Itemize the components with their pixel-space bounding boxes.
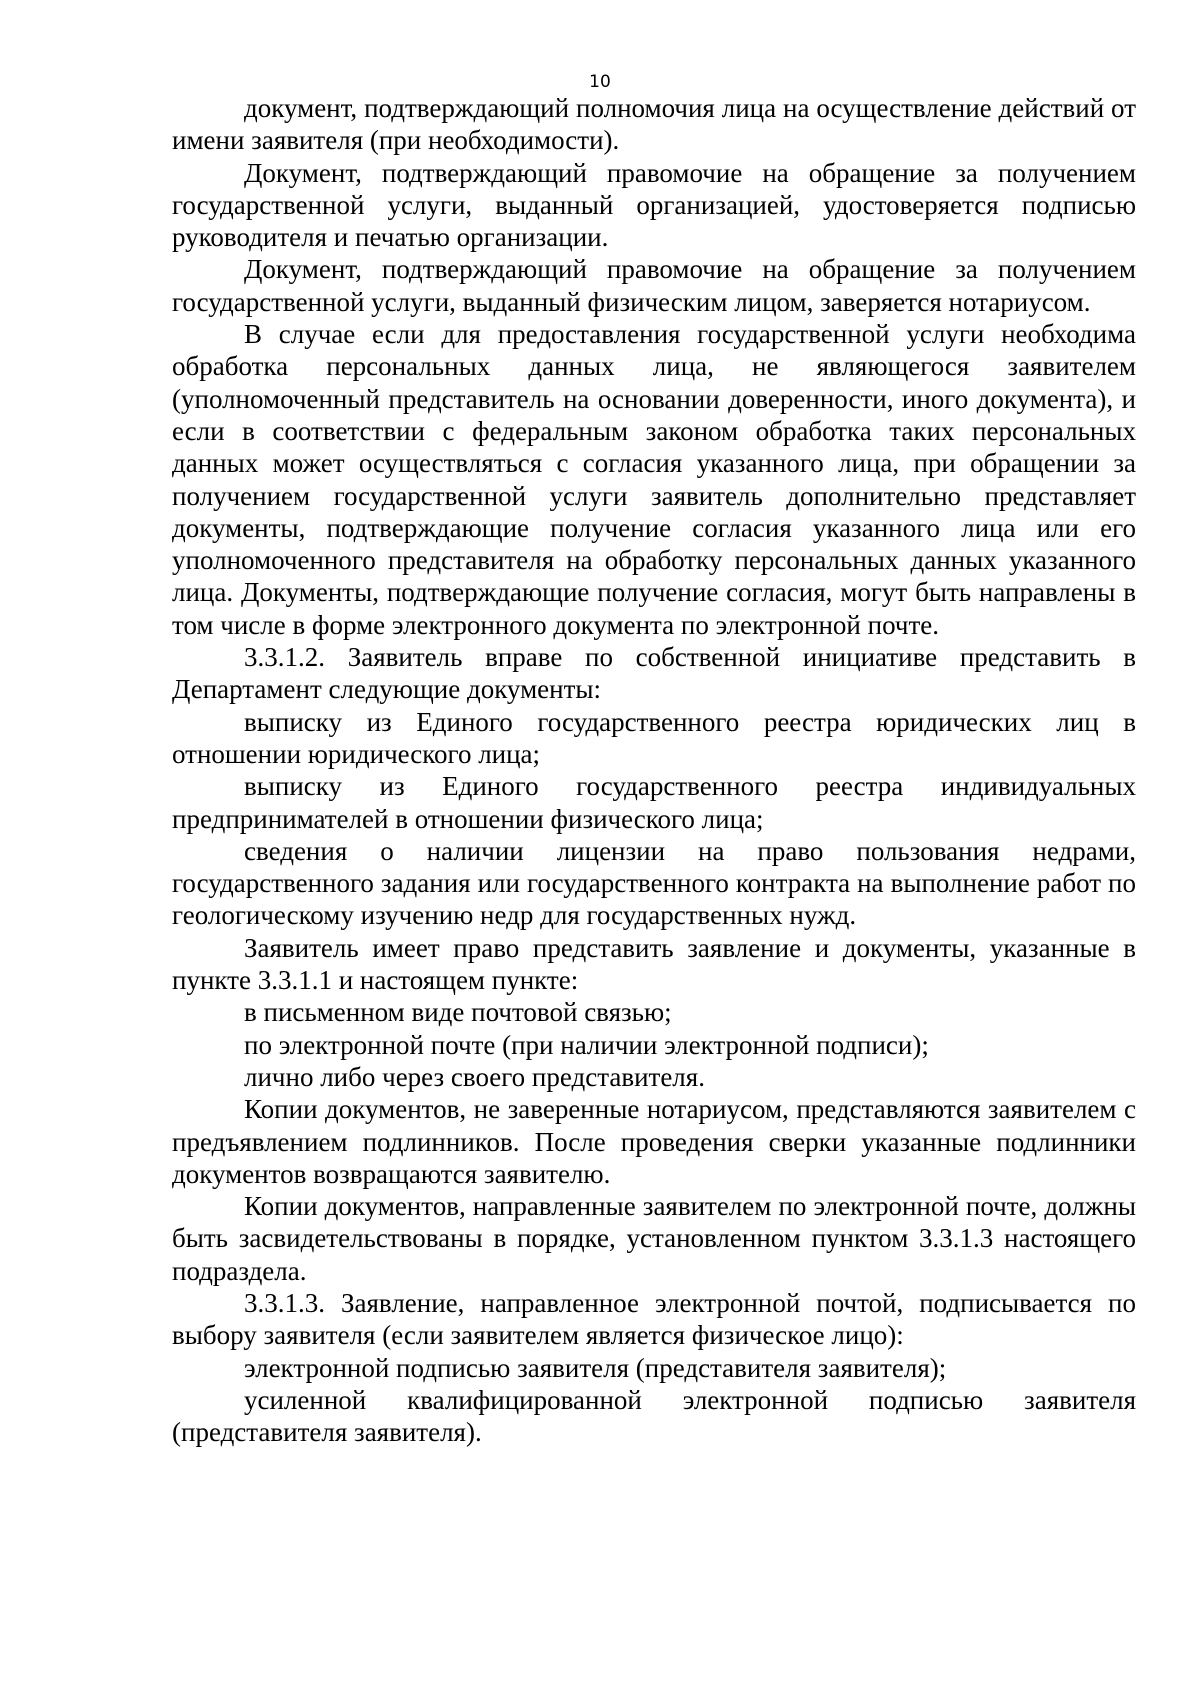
paragraph-electronic-signature: электронной подписью заявителя (представителя заявителя); (244, 1352, 947, 1383)
paragraph-organization-document: Документ, подтверждающий правомочие на обращение за получением государственной услуги, выданный организацией, удостоверяется подписью руководителя и печатью организации. (172, 157, 1136, 253)
paragraph-submission-by-post: в письменном виде почтовой связью; (244, 997, 672, 1028)
paragraph-authority-document: документ, подтверждающий полномочия лица на осуществление действий от имени заявителя (при необходимости). (172, 93, 1136, 156)
paragraph-section-3-3-1-3: 3.3.1.3. Заявление, направленное электронной почтой, подписывается по выбору заявителя (если заявителем является физическое лицо): (172, 1287, 1136, 1351)
paragraph-submission-by-email: по электронной почте (при наличии электронной подписи); (244, 1029, 929, 1060)
paragraph-section-3-3-1-2: 3.3.1.2. Заявитель вправе по собственной инициативе представить в Департамент следующие документы: (172, 642, 1136, 705)
paragraph-extract-entrepreneurs: выписку из Единого государственного реестра индивидуальных предпринимателей в отношении физического лица; (172, 771, 1136, 834)
paragraph-submission-right: Заявитель имеет право представить заявление и документы, указанные в пункте 3.3.1.1 и настоящем пункте: (172, 932, 1136, 996)
document-body (172, 92, 1136, 1448)
paragraph-individual-document: Документ, подтверждающий правомочие на обращение за получением государственной услуги, выданный физическим лицом, заверяется нотариусом. (172, 254, 1136, 317)
paragraph-qualified-signature: усиленной квалифицированной электронной подписью заявителя (представителя заявителя). (172, 1384, 1136, 1448)
paragraph-email-copies: Копии документов, направленные заявителем по электронной почте, должны быть засвидетельствованы в порядке, установленном пунктом 3.3.1.3 настоящего подраздела. (172, 1191, 1136, 1286)
paragraph-license-info: сведения о наличии лицензии на право пользования недрами, государственного задания или государственного контракта на выполнение работ по геологическому изучению недр для государственных нужд. (172, 835, 1136, 931)
page-number: 10 (589, 72, 611, 92)
paragraph-personal-data-consent: В случае если для предоставления государственной услуги необходима обработка персональных данных лица, не являющегося заявителем (уполномоченный представитель на основании доверенности, иного документа), и если в соответствии с федеральным законом обработка таких персональных данных может осуществляться с согласия указанного лица, при обращении за получением государственной услуги заявитель дополнительно представляет документы, подтверждающие получение согласия указанного лица или его уполномоченного представителя на обработку персональных данных указанного лица. Документы, подтверждающие получение согласия, могут быть направлены в том числе в форме электронного документа по электронной почте. (172, 319, 1136, 640)
paragraph-extract-legal-entities: выписку из Единого государственного реестра юридических лиц в отношении юридического лица; (172, 706, 1136, 769)
paragraph-copies-verification: Копии документов, не заверенные нотариусом, представляются заявителем с предъявлением подлинников. После проведения сверки указанные подлинники документов возвращаются заявителю. (172, 1094, 1136, 1189)
paragraph-submission-in-person: лично либо через своего представителя. (244, 1061, 705, 1092)
